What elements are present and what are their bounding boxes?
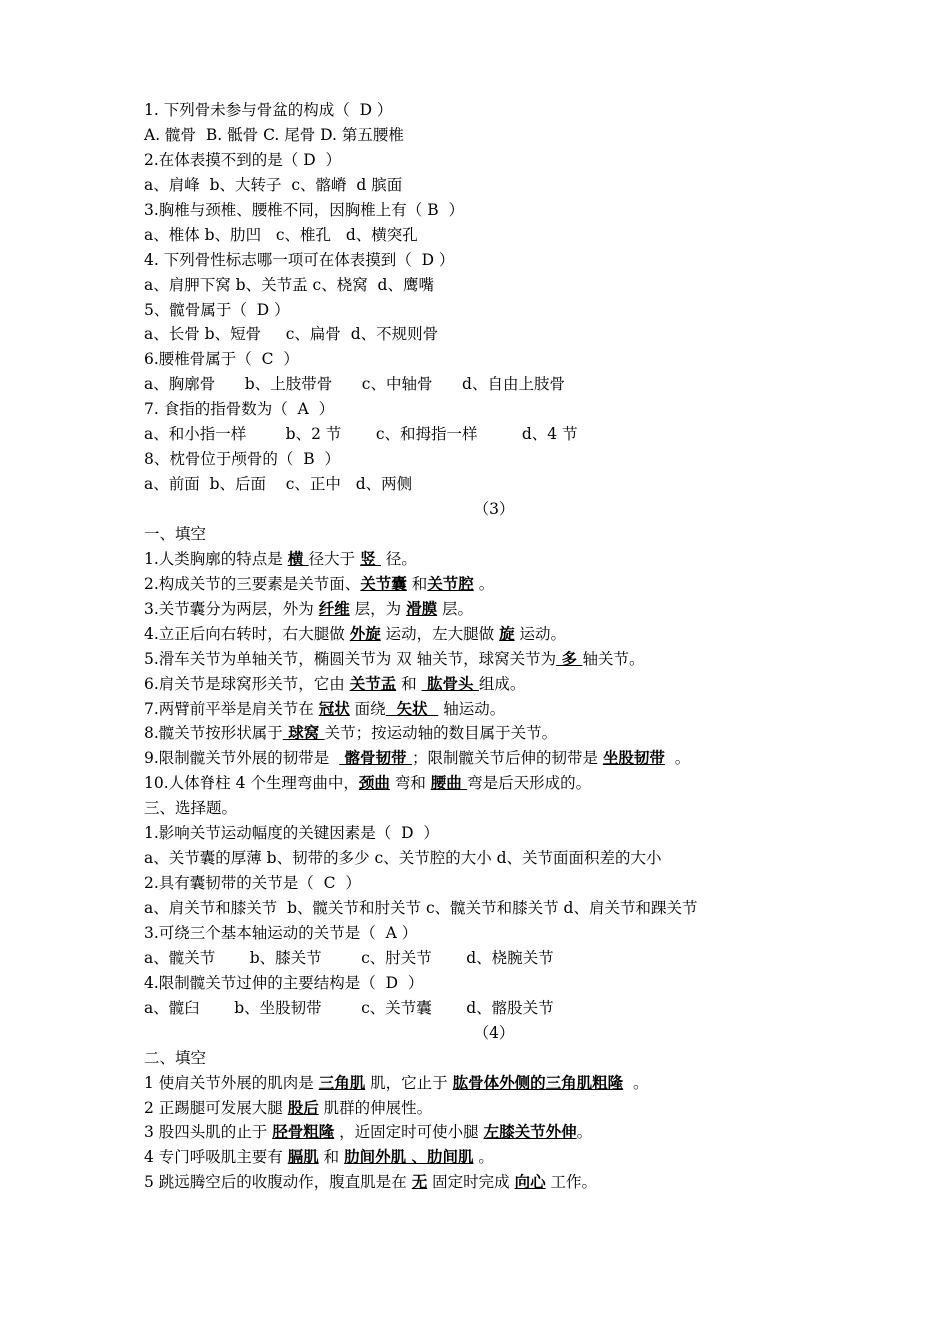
text-segment: a、胸廓骨 b、上肢带骨 c、中轴骨 d、自由上肢骨 [144,375,565,394]
answer-blank: 外旋 [349,623,381,643]
answer-blank: 坐股韧带 [602,748,665,768]
text-segment: 4.立正后向右转时，右大腿做 [144,624,350,643]
section-heading [144,497,844,522]
text-segment: 7. 食指的指骨数为（ A ） [144,400,335,419]
text-segment: ，近固定时可使小腿 [334,1123,484,1142]
text-segment: 3.可绕三个基本轴运动的关节是（ A ） [144,923,418,942]
text-segment: 一、填空 [144,524,207,543]
text-line [144,198,844,223]
answer-blank: 矢状 [385,698,439,718]
text-segment: 2.构成关节的三要素是关节面、 [144,574,361,593]
text-segment: 固定时完成 [427,1173,515,1192]
text-segment: 5、髋骨属于（ D ） [144,300,290,319]
answer-blank: 旋 [499,623,515,643]
text-segment: 。 [473,574,495,593]
answer-blank: 髂骨韧带 [339,748,412,768]
answer-blank: 纤维 [318,598,350,618]
text-line [144,1071,844,1096]
answer-blank: 关节盂 [349,673,397,693]
answer-blank: 膈肌 [287,1147,319,1167]
text-segment: ；限制髋关节后伸的韧带是 [411,749,603,768]
text-line [144,996,844,1021]
text-segment: 3.关节囊分为两层，外为 [144,599,319,618]
text-line [144,223,844,248]
text-line [144,148,844,173]
text-line [144,946,844,971]
text-segment: a、肩胛下窝 b、关节盂 c、桡窝 d、鹰嘴 [144,275,434,294]
text-segment: 和 [406,574,428,593]
text-segment: 肌群的伸展性。 [318,1098,433,1117]
text-segment: a、关节囊的厚薄 b、韧带的多少 c、关节腔的大小 d、关节面面积差的大小 [144,849,662,868]
text-line [144,821,844,846]
answer-blank: 冠状 [318,698,350,718]
text-line [144,672,844,697]
answer-blank: 股后 [287,1097,319,1117]
answer-blank: 肱骨头 [421,673,479,693]
text-line [144,173,844,198]
answer-blank: 竖 [360,548,381,568]
text-segment: 径。 [380,549,417,568]
text-segment: （4） [473,1023,515,1042]
text-segment: 运动。 [514,624,567,643]
text-segment: 。 [473,1148,494,1167]
text-segment: 8.髋关节按形状属于 [144,724,283,743]
text-segment: 6.肩关节是球窝形关节，它由 [144,674,350,693]
text-segment: 弯和 [389,774,431,793]
text-segment: 三、选择题。 [144,799,238,818]
text-line [144,896,844,921]
text-segment: 。 [664,749,691,768]
text-segment: 7.两臂前平举是肩关节在 [144,699,319,718]
text-segment: a、长骨 b、短骨 c、扁骨 d、不规则骨 [144,325,439,344]
text-line [144,746,844,771]
text-segment: 4.限制髋关节过伸的主要结构是（ D ） [144,973,424,992]
text-segment: 3.胸椎与颈椎、腰椎不同，因胸椎上有（ B ） [144,200,464,219]
answer-blank: 肋间外肌 、肋间肌 [344,1147,474,1167]
text-line [144,1170,844,1195]
text-segment: a、椎体 b、肋凹 c、椎孔 d、横突孔 [144,225,418,244]
text-line [144,547,844,572]
text-line [144,472,844,497]
text-line [144,597,844,622]
text-segment: 6.腰椎骨属于（ C ） [144,350,299,369]
section-heading [144,1021,844,1046]
text-segment: 层。 [437,599,474,618]
text-line [144,273,844,298]
text-segment: 1.人类胸廓的特点是 [144,549,288,568]
text-segment: a、髋关节 b、膝关节 c、肘关节 d、桡腕关节 [144,948,554,967]
answer-blank: 滑膜 [406,598,438,618]
answer-blank: 横 [287,548,309,568]
text-segment: 2.在体表摸不到的是（ D ） [144,150,341,169]
text-line [144,572,844,597]
text-line [144,123,844,148]
text-segment: 5.滑车关节为单轴关节，椭圆关节为 双 轴关节，球窝关节为 [144,649,557,668]
answer-blank: 向心 [514,1172,546,1192]
text-segment: 。 [623,1073,649,1092]
answer-blank: 无 [411,1172,428,1192]
text-line [144,771,844,796]
text-segment: 和 [318,1148,345,1167]
text-line [144,347,844,372]
answer-blank: 球窝 [282,723,325,743]
text-segment: a、髋臼 b、坐股韧带 c、关节囊 d、髂股关节 [144,998,554,1017]
text-line [144,697,844,722]
text-segment: 工作。 [545,1173,598,1192]
answer-blank: 关节腔 [427,573,474,593]
text-line [144,796,844,821]
answer-blank: 多 [556,648,583,668]
text-line [144,447,844,472]
text-segment: 关节；按运动轴的数目属于关节。 [324,724,558,743]
text-segment: 和 [396,674,422,693]
text-line [144,522,844,547]
text-segment: 二、填空 [144,1048,207,1067]
text-segment: 运动，左大腿做 [380,624,500,643]
text-line [144,1120,844,1145]
text-line [144,298,844,323]
text-segment: 4. 下列骨性标志哪一项可在体表摸到（ D ） [144,250,455,269]
answer-blank: 肱骨体外侧的三角肌粗隆 [452,1072,624,1092]
text-line [144,1046,844,1071]
text-line [144,846,844,871]
text-line [144,871,844,896]
text-segment: 1 使肩关节外展的肌肉是 [144,1073,319,1092]
answer-blank: 左膝关节外伸 [483,1122,577,1142]
text-segment: 面绕 [349,699,386,718]
text-line [144,422,844,447]
answer-blank: 关节囊 [360,573,407,593]
text-segment: 组成。 [478,674,526,693]
text-segment: 9.限制髋关节外展的韧带是 [144,749,340,768]
text-segment: 径大于 [308,549,361,568]
text-line [144,1145,844,1170]
text-line [144,622,844,647]
text-line [144,1096,844,1121]
text-line [144,248,844,273]
text-segment: （3） [473,500,515,518]
text-segment: a、和小指一样 b、2 节 c、和拇指一样 d、4 节 [144,425,578,444]
text-line [144,647,844,672]
text-segment: 层，为 [349,599,407,618]
text-line [144,921,844,946]
text-line [144,322,844,347]
document-body [144,98,844,1195]
text-line [144,98,844,123]
text-line [144,397,844,422]
answer-blank: 颈曲 [358,773,390,793]
text-segment: 2.具有囊韧带的关节是（ C ） [144,874,361,893]
text-segment: 轴关节。 [582,649,645,668]
text-segment: 1.影响关节运动幅度的关键因素是（ D ） [144,824,439,843]
text-segment: 10.人体脊柱 4 个生理弯曲中， [144,774,359,793]
text-line [144,372,844,397]
text-segment: 3 股四头肌的止于 [144,1123,273,1142]
text-segment: 弯是后天形成的。 [467,774,592,793]
text-segment: 肌，它止于 [365,1073,453,1092]
text-segment: a、肩峰 b、大转子 c、髂嵴 d 膑面 [144,175,403,194]
text-segment: 2 正踢腿可发展大腿 [144,1098,288,1117]
text-segment: 4 专门呼吸肌主要有 [144,1148,288,1167]
answer-blank: 三角肌 [318,1072,366,1092]
text-segment: 8、枕骨位于颅骨的（ B ） [144,450,340,469]
text-segment: a、前面 b、后面 c、正中 d、两侧 [144,475,413,494]
text-segment: 1. 下列骨未参与骨盆的构成（ D ） [144,101,393,119]
text-segment: 轴运动。 [438,699,506,718]
text-segment: a、肩关节和膝关节 b、髋关节和肘关节 c、髋关节和膝关节 d、肩关节和踝关节 [144,899,698,917]
text-segment: 5 跳远腾空后的收腹动作，腹直肌是在 [144,1173,412,1192]
text-line [144,721,844,746]
answer-blank: 腰曲 [430,773,468,793]
text-segment: 。 [576,1123,593,1142]
text-segment: A. 髋骨 B. 骶骨 C. 尾骨 D. 第五腰椎 [144,125,404,144]
text-line [144,971,844,996]
answer-blank: 胫骨粗隆 [272,1122,335,1142]
